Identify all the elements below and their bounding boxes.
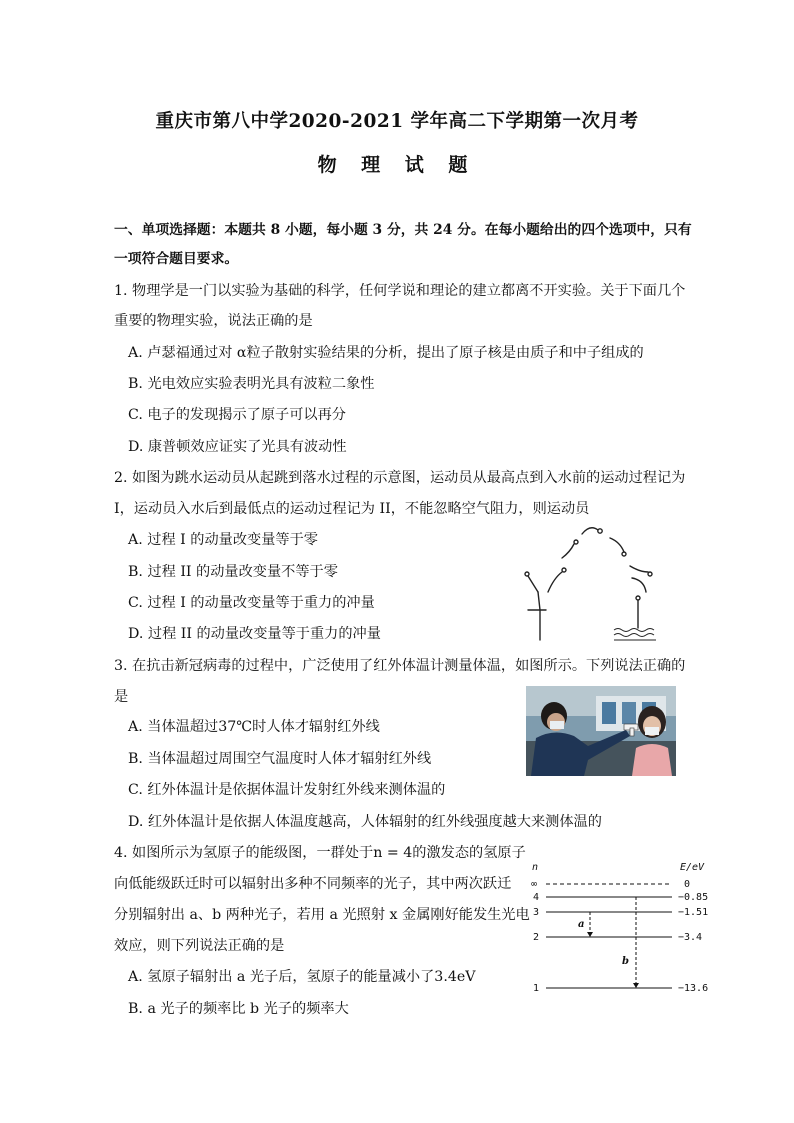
level-inf-n: ∞ xyxy=(531,879,538,890)
q3-option-a: A. 当体温超过37℃时人体才辐射红外线 xyxy=(128,719,380,735)
section-heading-line2: 一项符合题目要求。 xyxy=(114,251,239,267)
level-2-n: 2 xyxy=(533,932,540,943)
level-1-e: −13.6 xyxy=(678,983,709,994)
energy-level-diagram xyxy=(524,857,724,1002)
level-4-n: 4 xyxy=(533,892,540,903)
q4-option-a: A. 氢原子辐射出 a 光子后，氢原子的能量减小了3.4eV xyxy=(128,969,476,985)
q3-stem-line2: 是 xyxy=(114,689,129,705)
thermometer-photo xyxy=(526,686,676,776)
photon-a-label: a xyxy=(578,919,585,930)
q1-option-d: D. 康普顿效应证实了光具有波动性 xyxy=(128,439,347,455)
q4-stem-line4: 效应，则下列说法正确的是 xyxy=(114,938,285,954)
q3-option-c: C. 红外体温计是依据体温计发射红外线来测体温的 xyxy=(128,782,446,798)
q4-stem-line2: 向低能级跃迁时可以辐射出多种不同频率的光子，其中两次跃迁 xyxy=(114,876,512,892)
q1-option-c: C. 电子的发现揭示了原子可以再分 xyxy=(128,407,346,423)
section-heading-line1: 一、单项选择题：本题共 8 小题，每小题 3 分，共 24 分。在每小题给出的四个选项中，只有 xyxy=(114,222,692,238)
q1-stem-line1: 1. 物理学是一门以实验为基础的科学，任何学说和理论的建立都离不开实验。关于下面几个 xyxy=(114,283,686,299)
level-3-n: 3 xyxy=(533,907,540,918)
energy-axis-label: E/eV xyxy=(680,862,705,873)
q1-option-b: B. 光电效应实验表明光具有波粒二象性 xyxy=(128,376,375,392)
exam-title: 重庆市第八中学2020-2021 学年高二下学期第一次月考 xyxy=(155,111,639,132)
q3-option-d: D. 红外体温计是依据人体温度越高，人体辐射的红外线强度越大来测体温的 xyxy=(128,814,602,830)
q3-stem-line1: 3. 在抗击新冠病毒的过程中，广泛使用了红外体温计测量体温，如图所示。下列说法正确的 xyxy=(114,658,686,674)
q1-stem-line2: 重要的物理实验，说法正确的是 xyxy=(114,313,313,329)
q2-option-a: A. 过程 I 的动量改变量等于零 xyxy=(128,532,318,548)
photon-b-label: b xyxy=(622,956,629,967)
level-1-n: 1 xyxy=(533,983,540,994)
level-3-e: −1.51 xyxy=(678,907,709,918)
level-4-e: −0.85 xyxy=(678,892,709,903)
level-inf-e: 0 xyxy=(684,879,691,890)
q2-stem-line1: 2. 如图为跳水运动员从起跳到落水过程的示意图，运动员从最高点到入水前的运动过程记为 xyxy=(114,470,686,486)
q2-option-d: D. 过程 II 的动量改变量等于重力的冲量 xyxy=(128,626,381,642)
level-2-e: −3.4 xyxy=(678,932,703,943)
q2-option-b: B. 过程 II 的动量改变量不等于零 xyxy=(128,564,338,580)
q4-stem-line1: 4. 如图所示为氢原子的能级图，一群处于n = 4的激发态的氢原子 xyxy=(114,845,526,861)
q1-option-a: A. 卢瑟福通过对 α粒子散射实验结果的分析，提出了原子核是由质子和中子组成的 xyxy=(128,345,644,361)
q2-option-c: C. 过程 I 的动量改变量等于重力的冲量 xyxy=(128,595,375,611)
n-axis-label: n xyxy=(532,862,539,873)
subject-title: 物 理 试 题 xyxy=(317,154,477,176)
diver-figure xyxy=(518,520,658,642)
q4-option-b: B. a 光子的频率比 b 光子的频率大 xyxy=(128,1001,349,1017)
q3-option-b: B. 当体温超过周围空气温度时人体才辐射红外线 xyxy=(128,751,432,767)
q4-stem-line3: 分别辐射出 a、b 两种光子，若用 a 光照射 x 金属刚好能发生光电 xyxy=(114,907,530,923)
q2-stem-line2: I，运动员入水后到最低点的运动过程记为 II，不能忽略空气阻力，则运动员 xyxy=(114,501,590,517)
